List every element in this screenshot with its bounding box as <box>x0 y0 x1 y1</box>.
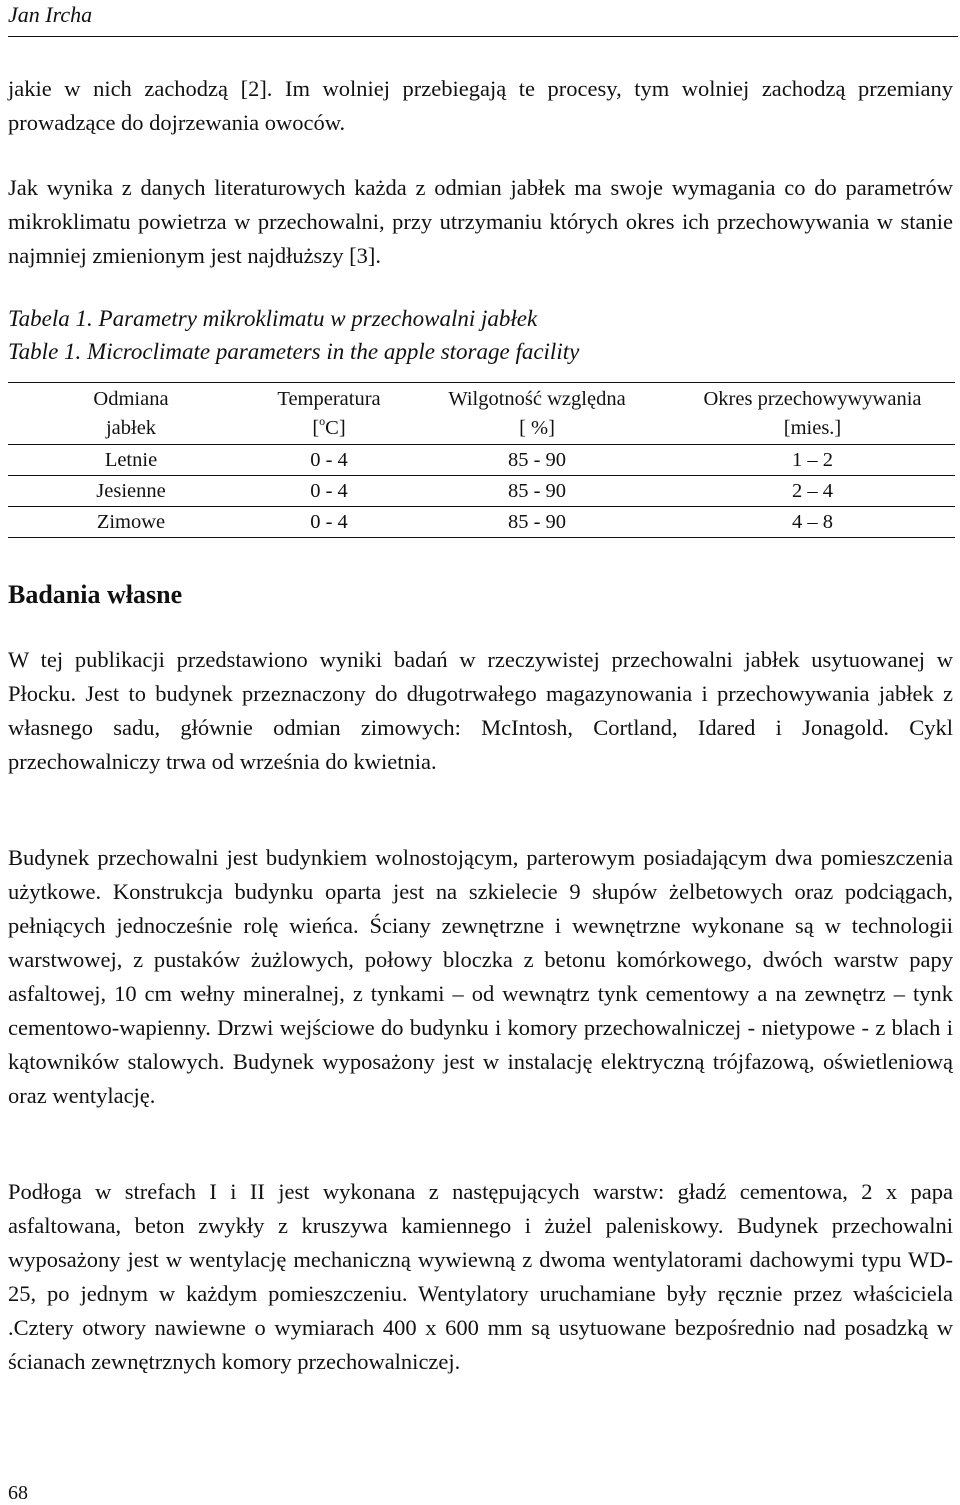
section-heading: Badania własne <box>8 580 183 609</box>
table-header-row <box>8 383 955 445</box>
paragraph-study-intro: W tej publikacji przedstawiono wyniki badań w rzeczywistej przechowalni jabłek usytuowanej w Płocku. Jest to budynek przeznaczony do długotrwałego magazynowania i przechowywania jabłek z własnego sadu, głównie odmian zimowych: McIntosh, Cortland, Idared i Jonagold. Cykl przechowalniczy trwa od września do kwietnia. <box>8 647 953 774</box>
table-cell: 0 - 4 <box>310 511 348 533</box>
header-author: Jan Ircha <box>8 2 93 27</box>
table-cell: 85 - 90 <box>507 511 567 533</box>
header-humidity: Wilgotność względna [ %] <box>448 388 626 439</box>
table-cell: Jesienne <box>96 480 166 502</box>
paragraph-building: Budynek przechowalni jest budynkiem wolnostojącym, parterowym posiadającym dwa pomieszczenia użytkowe. Konstrukcja budynku oparta jest na szkielecie 9 słupów żelbetowych oraz podciągach, pełniących jednocześnie rolę wieńca. Ściany zewnętrzne i wewnętrzne wykonane są w technologii warstwowej, z pustaków żużlowych, połowy bloczka z betonu komórkowego, dwóch warstw papy asfaltowej, 10 cm wełny mineralnej, z tynkami – od wewnątrz tynk cementowy a na zewnętrz – tynk cementowo-wapienny. Drzwi wejściowe do budynku i komory przechowalniczej - nietypowe - z blach i kątowników stalowych. Budynek wyposażony jest w instalację elektryczną trójfazową, oświetleniową oraz wentylację. <box>8 845 953 1108</box>
header-variety: Odmiana jabłek <box>93 388 169 439</box>
table-caption-pl: Tabela 1. Parametry mikroklimatu w przechowalni jabłek <box>8 306 538 331</box>
paragraph-floor-ventilation: Podłoga w strefach I i II jest wykonana z następujących warstw: gładź cementowa, 2 x papa asfaltowana, beton zwykły z kruszywa kamiennego i żużel paleniskowy. Budynek przechowalni wyposażony jest w wentylację mechaniczną wywiewną z dwoma wentylatorami dachowymi typu WD-25, po jednym w każdym pomieszczeniu. Wentylatory uruchamiane były ręcznie przez właściciela .Cztery otwory nawiewne o wymiarach 400 x 600 mm są usytuowane bezpośrednio nad posadzką w ścianach zewnętrznych komory przechowalniczej. <box>8 1179 953 1374</box>
table-caption-en: Table 1. Microclimate parameters in the apple storage facility <box>8 339 580 364</box>
running-header <box>8 0 958 37</box>
table-cell: 2 – 4 <box>792 480 833 502</box>
table-cell: 0 - 4 <box>310 449 348 471</box>
paragraph-intro-continued: jakie w nich zachodzą [2]. Im wolniej przebiegają te procesy, tym wolniej zachodzą przemiany prowadzące do dojrzewania owoców. <box>8 76 953 135</box>
table-cell: 85 - 90 <box>507 480 567 502</box>
table-cell: Letnie <box>104 449 158 471</box>
table-cell: 85 - 90 <box>507 449 567 471</box>
header-temperature: Temperatura [$^o$C] <box>277 388 381 439</box>
table-cell: 0 - 4 <box>310 480 348 502</box>
table-cell: Zimowe <box>96 511 166 533</box>
table-row <box>8 476 955 507</box>
table-cell: 4 – 8 <box>792 511 833 533</box>
page-number: 68 <box>8 1482 28 1504</box>
table-row <box>8 507 955 538</box>
table-row <box>8 445 955 476</box>
paragraph-literature: Jak wynika z danych literaturowych każda z odmian jabłek ma swoje wymagania co do parametrów mikroklimatu powietrza w przechowalni, przy utrzymaniu których okres ich przechowywania w stanie najmniej zmienionym jest najdłuższy [3]. <box>8 175 953 268</box>
microclimate-table <box>8 382 955 538</box>
header-storage-period: Okres przechowywywania [mies.] <box>703 388 922 439</box>
table-cell: 1 – 2 <box>792 449 833 471</box>
